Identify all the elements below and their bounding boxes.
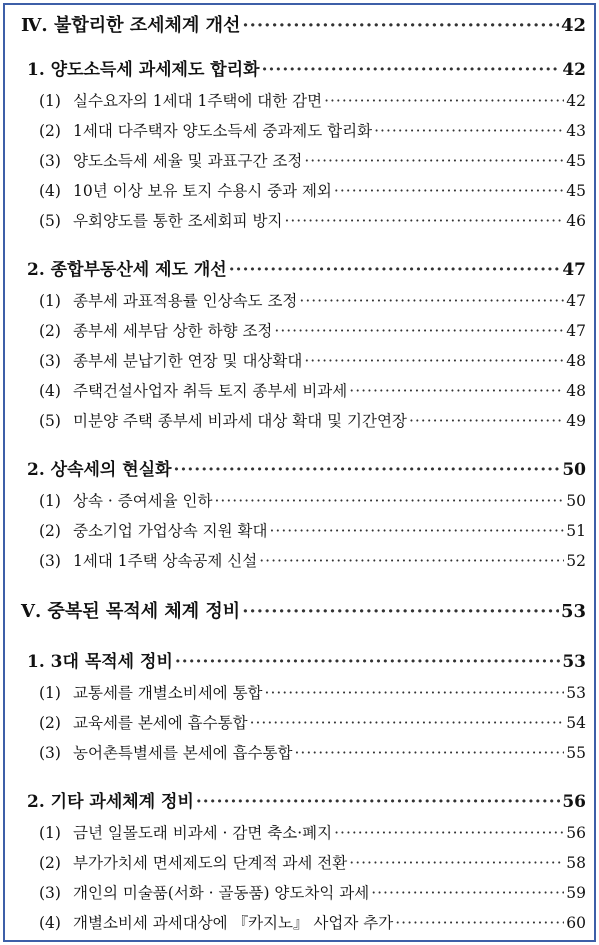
toc-section-title: 1. 양도소득세 과세제도 합리화 <box>27 60 260 80</box>
toc-page-number: 45 <box>566 182 586 200</box>
dot-leader <box>250 714 565 732</box>
toc-entry <box>5 851 594 873</box>
toc-section-title: 2. 상속세의 현실화 <box>27 460 172 480</box>
dot-leader <box>371 884 564 902</box>
toc-entry-label <box>39 489 213 511</box>
dot-leader <box>175 652 560 672</box>
toc-entry-label <box>39 911 393 933</box>
toc-entry-label <box>39 851 347 873</box>
toc-entry-title: 10년 이상 보유 토지 수용시 중과 제외 <box>73 182 332 200</box>
dot-leader <box>294 744 564 762</box>
toc-entry-title: 교통세를 개별소비세에 통합 <box>73 684 263 702</box>
toc-entry <box>5 711 594 733</box>
toc-entry-number: (1) <box>39 684 61 702</box>
toc-entry-number: (4) <box>39 914 61 932</box>
toc-entry-title: 종부세 분납기한 연장 및 대상확대 <box>73 352 303 370</box>
dot-leader <box>349 854 564 872</box>
toc-page-number: 50 <box>562 460 586 480</box>
toc-page-number: 58 <box>566 854 586 872</box>
toc-entry-number: (3) <box>39 352 61 370</box>
toc-entry-title: 1세대 다주택자 양도소득세 중과제도 합리화 <box>73 122 373 140</box>
dot-leader <box>269 522 564 540</box>
toc-entry-number: (3) <box>39 884 61 902</box>
toc-entry-number: (2) <box>39 854 61 872</box>
toc-entry-title: 미분양 주택 종부세 비과세 대상 확대 및 기간연장 <box>73 412 407 430</box>
dot-leader <box>374 122 564 140</box>
toc-entry <box>5 549 594 571</box>
dot-leader <box>349 382 564 400</box>
toc-entry-number: (1) <box>39 824 61 842</box>
toc-section-heading <box>5 647 594 672</box>
toc-entry-label <box>39 289 297 311</box>
toc-entry-label <box>39 741 292 763</box>
toc-entry-label <box>39 519 267 541</box>
dot-leader <box>259 552 564 570</box>
toc-entry-title: 개별소비세 과세대상에 『카지노』 사업자 추가 <box>73 914 394 932</box>
toc-entry-title: 중소기업 가업상속 지원 확대 <box>73 522 268 540</box>
toc-page-number: 42 <box>562 60 586 80</box>
toc-part-title: Ⅴ. 중복된 목적세 체계 정비 <box>21 601 241 622</box>
toc-entry-number: (2) <box>39 714 61 732</box>
dot-leader <box>304 152 564 170</box>
toc-entry <box>5 489 594 511</box>
toc-page-number: 56 <box>562 792 586 812</box>
toc-entry <box>5 209 594 231</box>
toc-entry-label <box>39 119 372 141</box>
dot-leader <box>334 182 564 200</box>
toc-entry <box>5 319 594 341</box>
toc-entry-number: (5) <box>39 212 61 230</box>
toc-entry-title: 우회양도를 통한 조세회피 방지 <box>73 212 283 230</box>
toc-entry-title: 교육세를 본세에 흡수통합 <box>73 714 248 732</box>
toc-entry-title: 양도소득세 세율 및 과표구간 조정 <box>73 152 303 170</box>
toc-page-number: 48 <box>566 352 586 370</box>
toc-part-heading <box>5 11 594 37</box>
toc-entry <box>5 119 594 141</box>
toc-section-heading <box>5 55 594 80</box>
toc-entry-number: (1) <box>39 292 61 310</box>
toc-entry-number: (4) <box>39 182 61 200</box>
dot-leader <box>229 260 561 280</box>
dot-leader <box>242 15 559 36</box>
toc-section-title: 2. 기타 과세체계 정비 <box>27 792 194 812</box>
toc-entry-number: (3) <box>39 152 61 170</box>
table-of-contents <box>3 3 596 942</box>
dot-leader <box>284 212 564 230</box>
toc-entry-number: (2) <box>39 322 61 340</box>
toc-entry-number: (1) <box>39 92 61 110</box>
toc-entry-label <box>39 711 248 733</box>
toc-entry <box>5 519 594 541</box>
toc-page-number: 42 <box>560 15 586 36</box>
toc-entry <box>5 681 594 703</box>
dot-leader <box>274 322 564 340</box>
toc-page-number: 55 <box>566 744 586 762</box>
toc-entry-title: 농어촌특별세를 본세에 흡수통합 <box>73 744 293 762</box>
toc-entry-title: 종부세 세부담 상한 하향 조정 <box>73 322 273 340</box>
dot-leader <box>334 824 564 842</box>
toc-entry-label <box>39 379 347 401</box>
toc-entry-title: 1세대 1주택 상속공제 신설 <box>73 552 258 570</box>
toc-entry <box>5 149 594 171</box>
toc-part-title: Ⅳ. 불합리한 조세체계 개선 <box>21 15 241 36</box>
toc-section-title: 1. 3대 목적세 정비 <box>27 652 173 672</box>
toc-entry <box>5 289 594 311</box>
toc-page-number: 47 <box>562 260 586 280</box>
toc-entry-title: 상속 · 증여세율 인하 <box>73 492 213 510</box>
toc-page-number: 53 <box>566 684 586 702</box>
toc-entry-label <box>39 881 369 903</box>
dot-leader <box>409 412 564 430</box>
toc-page-number: 50 <box>566 492 586 510</box>
toc-page-number: 60 <box>566 914 586 932</box>
toc-entry-label <box>39 209 282 231</box>
toc-page-number: 45 <box>566 152 586 170</box>
dot-leader <box>299 292 564 310</box>
toc-page-number: 54 <box>566 714 586 732</box>
toc-entry-label <box>39 549 257 571</box>
toc-entry-label <box>39 319 272 341</box>
toc-page-number: 49 <box>566 412 586 430</box>
toc-entry <box>5 821 594 843</box>
dot-leader <box>196 792 560 812</box>
toc-page-number: 43 <box>566 122 586 140</box>
toc-entry <box>5 409 594 431</box>
toc-entry-title: 실수요자의 1세대 1주택에 대한 감면 <box>73 92 323 110</box>
toc-part-heading <box>5 597 594 623</box>
toc-entry-number: (5) <box>39 412 61 430</box>
toc-page-number: 46 <box>566 212 586 230</box>
dot-leader <box>324 92 564 110</box>
dot-leader <box>304 352 564 370</box>
toc-entry <box>5 89 594 111</box>
toc-entry-title: 개인의 미술품(서화 · 골동품) 양도차익 과세 <box>73 884 370 902</box>
toc-entry-label <box>39 179 332 201</box>
toc-page-number: 53 <box>562 652 586 672</box>
toc-page-number: 48 <box>566 382 586 400</box>
toc-entry-number: (1) <box>39 492 61 510</box>
dot-leader <box>174 460 561 480</box>
toc-entry <box>5 349 594 371</box>
toc-entry-label <box>39 349 302 371</box>
toc-section-heading <box>5 455 594 480</box>
toc-section-heading <box>5 255 594 280</box>
toc-entry-title: 주택건설사업자 취득 토지 종부세 비과세 <box>73 382 348 400</box>
toc-section-title: 2. 종합부동산세 제도 개선 <box>27 260 227 280</box>
toc-entry <box>5 911 594 933</box>
toc-entry-title: 종부세 과표적용률 인상속도 조정 <box>73 292 298 310</box>
toc-entry-title: 금년 일몰도래 비과세 · 감면 축소·폐지 <box>73 824 333 842</box>
dot-leader <box>262 60 561 80</box>
toc-entry-label <box>39 149 302 171</box>
toc-entry <box>5 379 594 401</box>
toc-entry-label <box>39 821 332 843</box>
toc-section-heading <box>5 787 594 812</box>
toc-entry-number: (3) <box>39 744 61 762</box>
dot-leader <box>242 601 559 622</box>
dot-leader <box>215 492 565 510</box>
toc-entry <box>5 881 594 903</box>
toc-entry-number: (2) <box>39 522 61 540</box>
toc-page-number: 51 <box>566 522 586 540</box>
toc-entry-number: (3) <box>39 552 61 570</box>
dot-leader <box>395 914 564 932</box>
toc-page-number: 53 <box>560 601 586 622</box>
toc-page-number: 59 <box>566 884 586 902</box>
toc-entry-number: (4) <box>39 382 61 400</box>
toc-page-number: 52 <box>566 552 586 570</box>
toc-entry <box>5 179 594 201</box>
toc-page-number: 42 <box>566 92 586 110</box>
toc-page-number: 47 <box>566 292 586 310</box>
toc-page-number: 56 <box>566 824 586 842</box>
toc-entry-label <box>39 409 407 431</box>
toc-page-number: 47 <box>566 322 586 340</box>
toc-entry-label <box>39 681 263 703</box>
toc-entry <box>5 741 594 763</box>
toc-entry-label <box>39 89 322 111</box>
toc-entry-title: 부가가치세 면세제도의 단계적 과세 전환 <box>73 854 348 872</box>
dot-leader <box>265 684 565 702</box>
toc-entry-number: (2) <box>39 122 61 140</box>
